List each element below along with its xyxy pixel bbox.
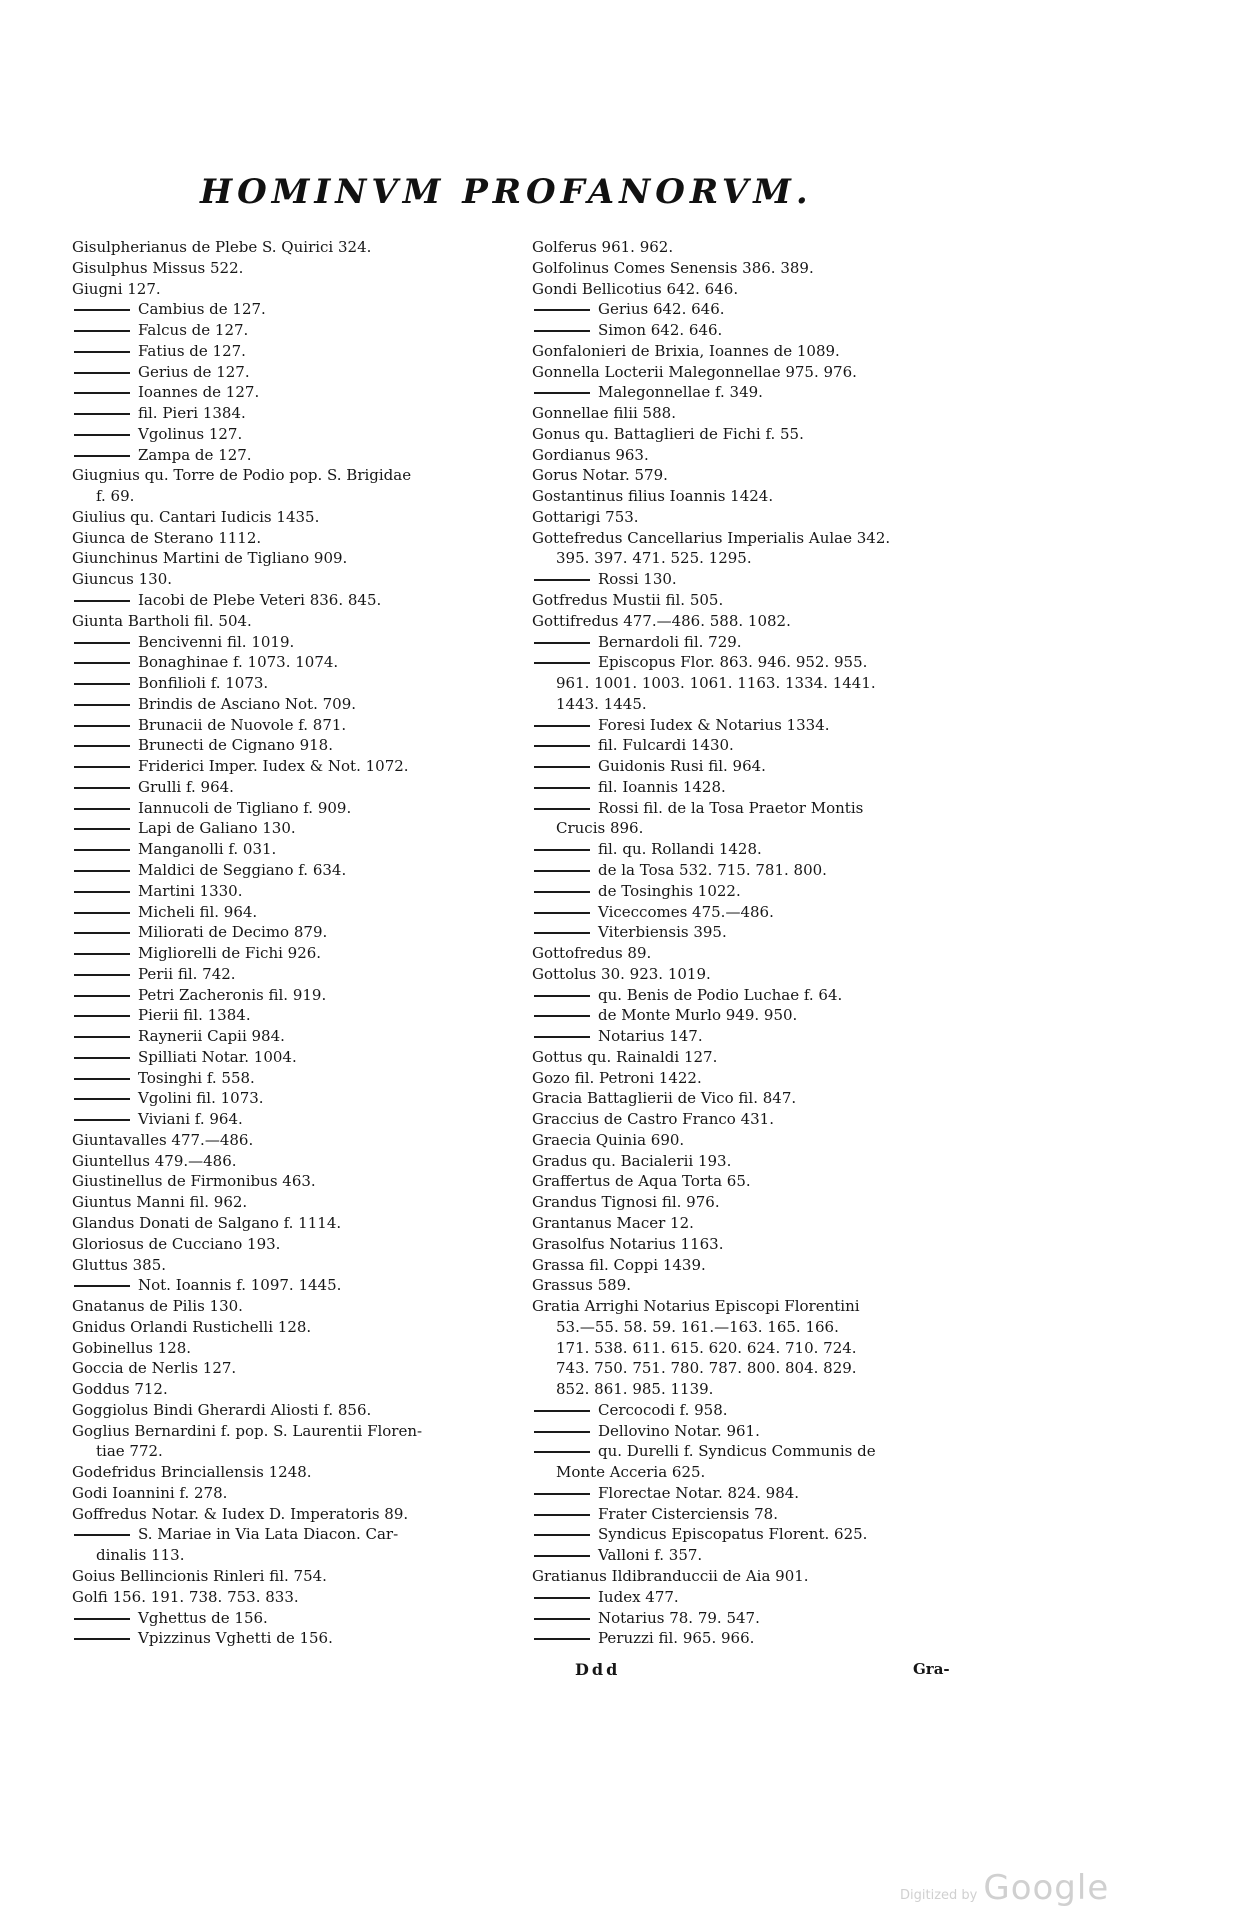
index-entry: Gottolus 30. 923. 1019. [532, 964, 711, 983]
index-entry: Rossi fil. de la Tosa Praetor Montis [532, 798, 972, 819]
index-entry: Gottofredus 89. [532, 944, 652, 963]
index-entry: Gordianus 963. [532, 445, 649, 464]
index-entry: S. Mariae in Via Lata Diacon. Car- [72, 1524, 512, 1545]
index-entry: Grassus 589. [532, 1276, 632, 1295]
index-entry: Micheli fil. 964. [72, 902, 512, 923]
index-entry: Giuntellus 479.—486. [72, 1151, 237, 1170]
index-entry: Bonaghinae f. 1073. 1074. [72, 652, 512, 673]
index-entry: Gottarigi 753. [532, 507, 639, 526]
index-entry: Ioannes de 127. [72, 382, 512, 403]
index-entry: Gisulphus Missus 522. [72, 258, 244, 277]
index-entry: Giuntus Manni fil. 962. [72, 1193, 248, 1212]
index-entry: Giustinellus de Firmonibus 463. [72, 1172, 316, 1191]
index-entry: Gorus Notar. 579. [532, 466, 668, 485]
index-entry: Gozo fil. Petroni 1422. [532, 1068, 702, 1087]
index-entry: de la Tosa 532. 715. 781. 800. [532, 860, 972, 881]
index-entry: Cercocodi f. 958. [532, 1400, 972, 1421]
index-entry: Iannucoli de Tigliano f. 909. [72, 798, 512, 819]
index-entry: Syndicus Episcopatus Florent. 625. [532, 1524, 972, 1545]
index-entry: Frater Cisterciensis 78. [532, 1504, 972, 1525]
digitized-watermark [900, 1868, 1109, 1908]
index-entry: Notarius 147. [532, 1026, 972, 1047]
index-entry: Simon 642. 646. [532, 320, 972, 341]
index-entry: Goglius Bernardini f. pop. S. Laurentii Floren- [72, 1421, 423, 1440]
index-entry: Giuncus 130. [72, 570, 173, 589]
index-entry: Malegonnellae f. 349. [532, 382, 972, 403]
index-entry: Spilliati Notar. 1004. [72, 1047, 512, 1068]
index-entry: Martini 1330. [72, 881, 512, 902]
index-entry: Gottefredus Cancellarius Imperialis Aulae 342. [532, 528, 891, 547]
index-entry: Glandus Donati de Salgano f. 1114. [72, 1213, 342, 1232]
watermark-brand: Google [983, 1868, 1110, 1908]
index-entry: Goffredus Notar. & Iudex D. Imperatoris 89. [72, 1504, 409, 1523]
index-column-left [72, 237, 512, 1649]
index-entry: Gonnellae filii 588. [532, 404, 676, 423]
index-entry: Fatius de 127. [72, 341, 512, 362]
index-column-right [532, 237, 972, 1649]
index-entry: Gonus qu. Battaglieri de Fichi f. 55. [532, 424, 804, 443]
index-entry: Monte Acceria 625. [556, 1463, 706, 1482]
index-entry: Gerius de 127. [72, 362, 512, 383]
index-entry: Goggiolus Bindi Gherardi Aliosti f. 856. [72, 1400, 372, 1419]
index-entry: Graccius de Castro Franco 431. [532, 1110, 774, 1129]
index-entry: Episcopus Flor. 863. 946. 952. 955. [532, 652, 972, 673]
index-entry: 852. 861. 985. 1139. [556, 1380, 714, 1399]
index-entry: Gostantinus filius Ioannis 1424. [532, 487, 774, 506]
catchword: Gra- [913, 1660, 950, 1678]
index-entry: Dellovino Notar. 961. [532, 1421, 972, 1442]
index-entry: Vgolini fil. 1073. [72, 1088, 512, 1109]
index-entry: fil. Pieri 1384. [72, 403, 512, 424]
index-entry: Gluttus 385. [72, 1255, 167, 1274]
index-entry: Godefridus Brinciallensis 1248. [72, 1463, 312, 1482]
index-entry: Brunecti de Cignano 918. [72, 735, 512, 756]
index-entry: Vgolinus 127. [72, 424, 512, 445]
index-entry: Grandus Tignosi fil. 976. [532, 1193, 720, 1212]
index-entry: Gnatanus de Pilis 130. [72, 1297, 243, 1316]
index-entry: Giuntavalles 477.—486. [72, 1130, 254, 1149]
index-entry: de Monte Murlo 949. 950. [532, 1005, 972, 1026]
index-entry: Gottus qu. Rainaldi 127. [532, 1047, 718, 1066]
index-entry: Godi Ioannini f. 278. [72, 1483, 228, 1502]
index-entry: Giunta Bartholi fil. 504. [72, 611, 252, 630]
index-entry: Gloriosus de Cucciano 193. [72, 1234, 281, 1253]
index-entry: Gotfredus Mustii fil. 505. [532, 591, 724, 610]
index-entry: Graffertus de Aqua Torta 65. [532, 1172, 751, 1191]
index-entry: Gisulpherianus de Plebe S. Quirici 324. [72, 238, 372, 256]
index-entry: 961. 1001. 1003. 1061. 1163. 1334. 1441. [556, 674, 876, 693]
index-entry: f. 69. [96, 487, 135, 506]
index-entry: Viviani f. 964. [72, 1109, 512, 1130]
index-entry: Zampa de 127. [72, 445, 512, 466]
index-entry: 53.—55. 58. 59. 161.—163. 165. 166. [556, 1317, 839, 1336]
index-entry: Giunca de Sterano 1112. [72, 528, 262, 547]
index-entry: Bernardoli fil. 729. [532, 632, 972, 653]
page-title: HOMINVM PROFANORVM. [200, 172, 813, 212]
index-entry: tiae 772. [96, 1442, 163, 1461]
index-entry: Brunacii de Nuovole f. 871. [72, 715, 512, 736]
index-entry: Goddus 712. [72, 1380, 168, 1399]
index-entry: Tosinghi f. 558. [72, 1068, 512, 1089]
index-entry: Vghettus de 156. [72, 1608, 512, 1629]
index-entry: Not. Ioannis f. 1097. 1445. [72, 1275, 512, 1296]
index-entry: Gradus qu. Bacialerii 193. [532, 1151, 732, 1170]
index-entry: Peruzzi fil. 965. 966. [532, 1628, 972, 1649]
index-entry: Golferus 961. 962. [532, 238, 674, 256]
index-entry: Gonnella Locterii Malegonnellae 975. 976. [532, 362, 857, 381]
index-entry: Florectae Notar. 824. 984. [532, 1483, 972, 1504]
signature-mark: Ddd [575, 1660, 621, 1679]
index-entry: Vpizzinus Vghetti de 156. [72, 1628, 512, 1649]
index-entry: Valloni f. 357. [532, 1545, 972, 1566]
index-entry: Notarius 78. 79. 547. [532, 1608, 972, 1629]
index-entry: Crucis 896. [556, 819, 644, 838]
index-entry: Falcus de 127. [72, 320, 512, 341]
index-entry: Gonfalonieri de Brixia, Ioannes de 1089. [532, 341, 840, 360]
index-entry: Gerius 642. 646. [532, 299, 972, 320]
index-entry: Gondi Bellicotius 642. 646. [532, 279, 739, 298]
index-entry: dinalis 113. [96, 1546, 185, 1565]
index-entry: Grantanus Macer 12. [532, 1213, 694, 1232]
index-entry: Gnidus Orlandi Rustichelli 128. [72, 1317, 312, 1336]
index-entry: Guidonis Rusi fil. 964. [532, 756, 972, 777]
index-entry: Brindis de Asciano Not. 709. [72, 694, 512, 715]
index-entry: Iacobi de Plebe Veteri 836. 845. [72, 590, 512, 611]
index-entry: 171. 538. 611. 615. 620. 624. 710. 724. [556, 1338, 857, 1357]
index-entry: Lapi de Galiano 130. [72, 818, 512, 839]
index-entry: Gracia Battaglierii de Vico fil. 847. [532, 1089, 797, 1108]
index-entry: Gottifredus 477.—486. 588. 1082. [532, 611, 791, 630]
watermark-prefix: Digitized by [900, 1888, 978, 1903]
index-entry: Bencivenni fil. 1019. [72, 632, 512, 653]
index-entry: Giugni 127. [72, 279, 161, 298]
index-entry: qu. Benis de Podio Luchae f. 64. [532, 985, 972, 1006]
index-entry: fil. Ioannis 1428. [532, 777, 972, 798]
index-entry: 743. 750. 751. 780. 787. 800. 804. 829. [556, 1359, 857, 1378]
index-entry: Grassa fil. Coppi 1439. [532, 1255, 706, 1274]
index-entry: Foresi Iudex & Notarius 1334. [532, 715, 972, 736]
index-entry: Pierii fil. 1384. [72, 1005, 512, 1026]
index-entry: Grulli f. 964. [72, 777, 512, 798]
index-entry: Viceccomes 475.—486. [532, 902, 972, 923]
index-entry: fil. qu. Rollandi 1428. [532, 839, 972, 860]
index-entry: Rossi 130. [532, 569, 972, 590]
index-entry: Giunchinus Martini de Tigliano 909. [72, 549, 348, 568]
index-entry: Petri Zacheronis fil. 919. [72, 985, 512, 1006]
index-entry: Maldici de Seggiano f. 634. [72, 860, 512, 881]
index-entry: Goccia de Nerlis 127. [72, 1359, 237, 1378]
index-entry: 395. 397. 471. 525. 1295. [556, 549, 752, 568]
index-entry: Gratianus Ildibranduccii de Aia 901. [532, 1567, 809, 1585]
index-entry: Graecia Quinia 690. [532, 1130, 685, 1149]
index-entry: Golfolinus Comes Senensis 386. 389. [532, 258, 814, 277]
index-entry: de Tosinghis 1022. [532, 881, 972, 902]
index-entry: Migliorelli de Fichi 926. [72, 943, 512, 964]
index-entry: Goius Bellincionis Rinleri fil. 754. [72, 1567, 327, 1585]
index-entry: Gratia Arrighi Notarius Episcopi Florentini [532, 1297, 860, 1316]
index-entry: fil. Fulcardi 1430. [532, 735, 972, 756]
index-entry: Gobinellus 128. [72, 1338, 192, 1357]
index-entry: Miliorati de Decimo 879. [72, 922, 512, 943]
index-entry: qu. Durelli f. Syndicus Communis de [532, 1441, 972, 1462]
index-entry: Manganolli f. 031. [72, 839, 512, 860]
index-entry: Perii fil. 742. [72, 964, 512, 985]
index-entry: Grasolfus Notarius 1163. [532, 1234, 724, 1253]
index-entry: Giugnius qu. Torre de Podio pop. S. Brigidae [72, 466, 412, 485]
index-entry: Raynerii Capii 984. [72, 1026, 512, 1047]
index-entry: Giulius qu. Cantari Iudicis 1435. [72, 507, 320, 526]
index-entry: Friderici Imper. Iudex & Not. 1072. [72, 756, 512, 777]
index-entry: Bonfilioli f. 1073. [72, 673, 512, 694]
index-entry: Viterbiensis 395. [532, 922, 972, 943]
index-entry: Cambius de 127. [72, 299, 512, 320]
index-entry: Iudex 477. [532, 1587, 972, 1608]
index-entry: Golfi 156. 191. 738. 753. 833. [72, 1587, 299, 1606]
index-entry: 1443. 1445. [556, 694, 647, 713]
